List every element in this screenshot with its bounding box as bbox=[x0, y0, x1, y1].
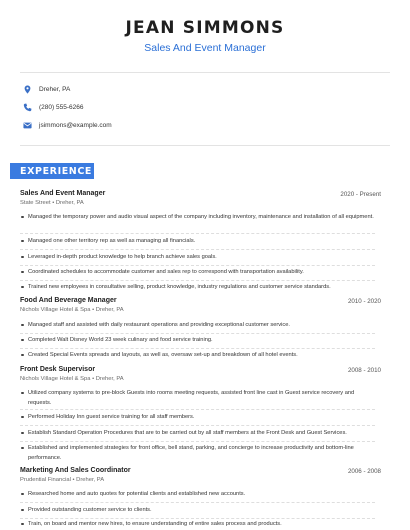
job-title: Marketing And Sales Coordinator bbox=[20, 467, 131, 474]
job-bullet: Created Special Events spreads and layouts, as well as, oversaw set-up and breakdown of all hotel events. bbox=[20, 350, 375, 360]
job-bullet: Managed the temporary power and audio visual aspect of the company including inventory, maintenance and installation of all equipment. bbox=[20, 212, 375, 222]
job-title: Sales And Event Manager bbox=[20, 190, 106, 197]
job-employer: Nichols Village Hotel & Spa • Dreher, PA bbox=[20, 376, 124, 382]
job-bullet: Provided outstanding customer service to clients. bbox=[20, 505, 375, 515]
bullet-divider bbox=[20, 233, 375, 234]
job-title: Front Desk Supervisor bbox=[20, 366, 96, 373]
location-text: Dreher, PA bbox=[39, 85, 71, 93]
resume-header bbox=[0, 18, 410, 54]
job-bullet: Completed Walt Disney World 23 week culinary and food service training. bbox=[20, 335, 375, 345]
map-pin-icon bbox=[22, 84, 32, 94]
phone-text: (280) 555-6266 bbox=[39, 103, 84, 111]
job-bullet: Researched home and auto quotes for potential clients and established new accounts. bbox=[20, 489, 375, 499]
bullet-divider bbox=[20, 502, 375, 503]
bullet-divider bbox=[20, 409, 375, 410]
bullet-divider bbox=[20, 348, 375, 349]
job-dates: 2008 - 2010 bbox=[347, 367, 381, 374]
bullet-divider bbox=[20, 441, 375, 442]
job-bullet: Train, on board and mentor new hires, to ensure understanding of entire sales process and products. bbox=[20, 519, 375, 529]
job-bullet: Established and implemented strategies for front office, bell stand, parking, and concierge to increase productivity and bottom-line performance. bbox=[20, 443, 375, 463]
contact-email[interactable] bbox=[22, 120, 112, 130]
job-employer: State Street • Dreher, PA bbox=[20, 200, 84, 206]
experience-heading: EXPERIENCE bbox=[20, 165, 93, 177]
bullet-divider bbox=[20, 265, 375, 266]
job-bullet: Utilized company systems to pre-block Guests into rooms meeting requests, assisted front line cast in Guest service recovery and requests. bbox=[20, 388, 375, 408]
job-bullet: Managed one other territory rep as well as managing all financials. bbox=[20, 236, 375, 246]
job-dates: 2010 - 2020 bbox=[347, 298, 381, 305]
job-bullet: Establish Standard Operation Procedures that are to be carried out by all staff members at the Front Desk and Guest Services. bbox=[20, 428, 375, 438]
job-bullet: Trained new employees in consultative selling, product knowledge, industry regulations and customer service standards. bbox=[20, 282, 375, 292]
envelope-icon bbox=[22, 120, 32, 130]
contact-location bbox=[22, 84, 70, 94]
job-bullet: Leveraged in-depth product knowledge to help branch achieve sales goals. bbox=[20, 252, 375, 262]
job-bullet: Managed staff and assisted with daily restaurant operations and providing exceptional customer service. bbox=[20, 320, 375, 330]
header-divider bbox=[20, 72, 390, 73]
job-dates: 2006 - 2008 bbox=[347, 468, 381, 475]
bullet-divider bbox=[20, 249, 375, 250]
candidate-name: JEAN SIMMONS bbox=[125, 18, 285, 38]
bullet-divider bbox=[20, 280, 375, 281]
contact-divider bbox=[20, 145, 390, 146]
job-employer: Prudential Financial • Dreher, PA bbox=[20, 477, 105, 483]
job-title: Food And Beverage Manager bbox=[20, 297, 117, 304]
job-bullet: Performed Holiday Inn guest service training for all staff members. bbox=[20, 412, 375, 422]
contact-phone bbox=[22, 102, 83, 112]
job-employer: Nichols Village Hotel & Spa • Dreher, PA bbox=[20, 307, 124, 313]
candidate-title: Sales And Event Manager bbox=[144, 42, 266, 54]
job-dates: 2020 - Present bbox=[340, 191, 381, 198]
job-bullet: Coordinated schedules to accommodate customer and sales rep to correspond with transportation availability. bbox=[20, 267, 375, 277]
bullet-divider bbox=[20, 425, 375, 426]
phone-icon bbox=[22, 102, 32, 112]
email-text[interactable]: jsimmons@example.com bbox=[39, 121, 112, 129]
experience-section-header bbox=[10, 163, 94, 179]
bullet-divider bbox=[20, 333, 375, 334]
